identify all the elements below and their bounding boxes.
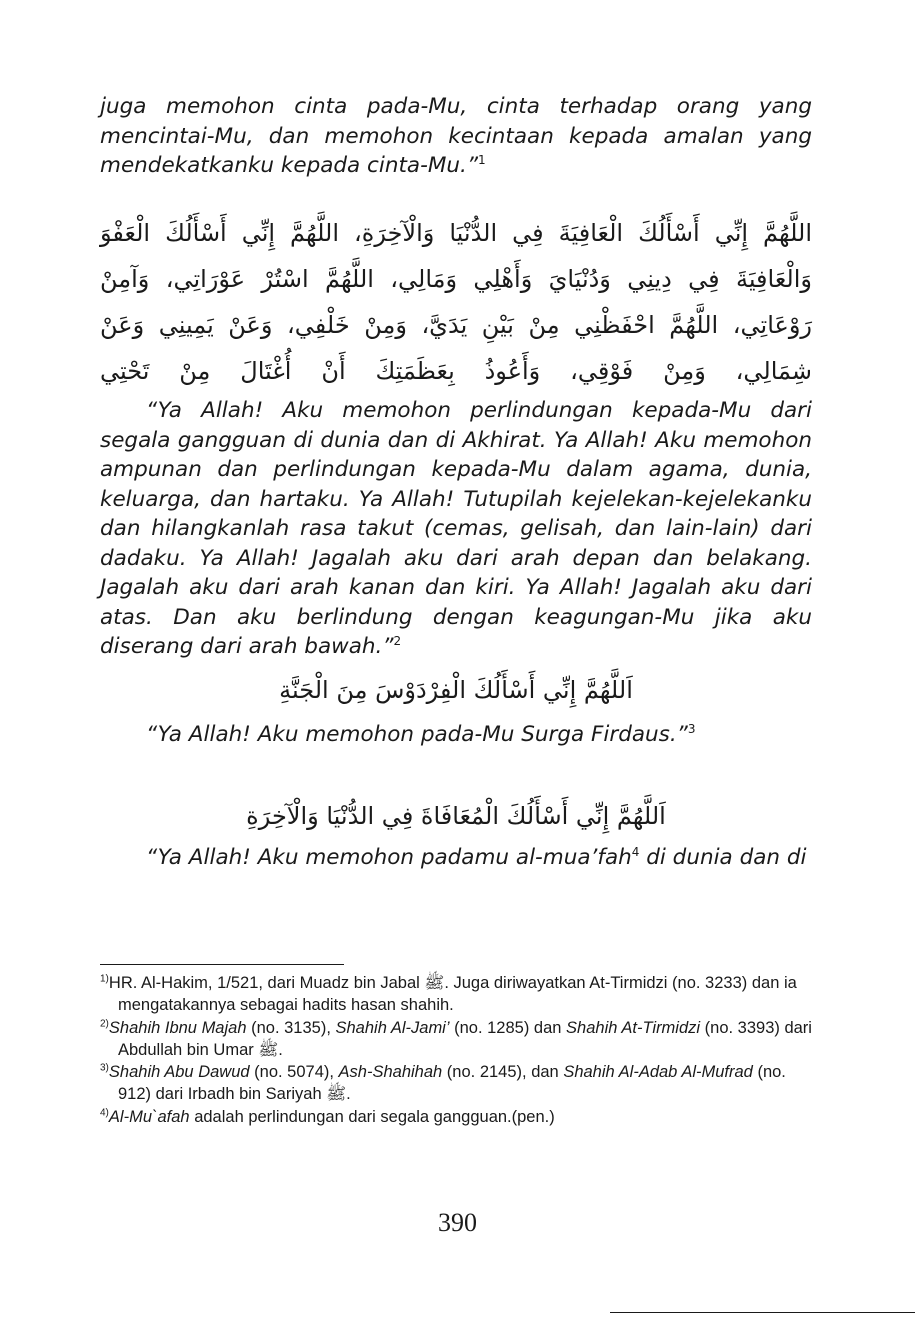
footnote-ref: 4 xyxy=(631,844,640,859)
footnote-text: Shahih At-Tirmidzi xyxy=(566,1018,701,1037)
translation-doa-1 xyxy=(100,396,812,662)
footnote-4 xyxy=(100,1106,812,1128)
footnote-text: . xyxy=(278,1040,283,1059)
translation-doa-2 xyxy=(100,720,812,750)
footnote-3 xyxy=(100,1061,812,1106)
footnote-text: . xyxy=(346,1085,351,1104)
footnote-text: Al-Mu`afah xyxy=(108,1107,190,1126)
intro-text: juga memohon cinta pada-Mu, cinta terhadap orang yang mencintai-Mu, dan memohon kecintaan kepada amalan yang mendekatkanku kepada cinta-Mu.” xyxy=(100,94,812,178)
footnote-text: Shahih Al-Jami’ xyxy=(335,1018,450,1037)
footnote-divider xyxy=(100,964,344,965)
footnote-2 xyxy=(100,1017,812,1062)
footnote-text: (no. 1285) dan xyxy=(449,1018,567,1037)
footnote-text: Shahih Ibnu Majah xyxy=(108,1018,247,1037)
footnote-marker: 2) xyxy=(100,1018,109,1030)
footnote-marker: 4) xyxy=(100,1107,109,1119)
footnote-text: adalah perlindungan dari segala gangguan.(pen.) xyxy=(189,1107,555,1126)
footnote-ref: 1 xyxy=(477,152,486,167)
footnote-text: Ash-Shahihah xyxy=(338,1063,443,1082)
arabic-doa-1: اللَّهُمَّ إِنِّي أَسْأَلُكَ الْعَافِيَةَ فِي الدُّنْيَا وَالْآخِرَةِ، اللَّهُمَّ إِنِّي أَسْأَلُكَ الْعَفْوَ وَالْعَافِيَةَ فِي دِينِي وَدُنْيَايَ وَأَهْلِي وَمَالِي، اللَّهُمَّ اسْتُرْ عَوْرَاتِي، وَآمِنْ رَوْعَاتِي، اللَّهُمَّ احْفَظْنِي مِنْ بَيْنِ يَدَيَّ، وَمِنْ خَلْفِي، وَعَنْ يَمِينِي وَعَنْ شِمَالِي، وَمِنْ فَوْقِي، وَأَعُوذُ بِعَظَمَتِكَ أَنْ أُغْتَالَ مِنْ تَحْتِي xyxy=(100,219,812,385)
footnote-ref: 2 xyxy=(393,633,402,648)
footnote-text: (no. 3135), xyxy=(246,1018,336,1037)
translation-text-continued: di dunia dan di xyxy=(639,845,807,870)
footnote-text: . Juga diriwayatkan At-Tirmidzi (no. 3233) dan ia mengatakannya sebagai hadits hasan shahih. xyxy=(118,974,797,1015)
footnote-text: Shahih Abu Dawud xyxy=(108,1063,250,1082)
footnote-1 xyxy=(100,972,812,1017)
footnote-text: (no. 912) dari Irbadh bin Sariyah xyxy=(118,1063,786,1104)
footnote-text: (no. 5074), xyxy=(249,1063,339,1082)
footnotes-section xyxy=(100,972,812,1128)
footnote-text: ﷺ xyxy=(424,974,445,992)
intro-paragraph xyxy=(100,92,812,181)
footnote-text: HR. Al-Hakim, 1/521, dari Muadz bin Jabal xyxy=(108,974,425,992)
footnote-ref: 3 xyxy=(687,721,696,736)
footnote-text: (no. 2145), dan xyxy=(442,1063,564,1082)
footnote-marker: 3) xyxy=(100,1062,109,1074)
footnote-text: Shahih Al-Adab Al-Mufrad xyxy=(563,1063,753,1082)
footnote-marker: 1) xyxy=(100,973,109,985)
page-number: 390 xyxy=(438,1208,477,1237)
footnote-text: (no. 3393) dari Abdullah bin Umar xyxy=(118,1018,812,1059)
footnote-text: ﷺ xyxy=(258,1040,279,1059)
translation-doa-3 xyxy=(100,843,812,873)
bottom-rule xyxy=(610,1312,915,1313)
translation-text: “Ya Allah! Aku memohon padamu al-mua’fah xyxy=(146,845,632,870)
translation-text: “Ya Allah! Aku memohon pada-Mu Surga Firdaus.” xyxy=(146,722,688,747)
footnote-text: ﷺ xyxy=(326,1085,347,1104)
arabic-doa-2: اَللَّهُمَّ إِنِّي أَسْأَلُكَ الْفِرْدَوْسَ مِنَ الْجَنَّةِ xyxy=(279,676,633,704)
translation-text: “Ya Allah! Aku memohon perlindungan kepada-Mu dari segala gangguan di dunia dan di Akhirat. Ya Allah! Aku memohon ampunan dan perlindungan kepada-Mu dalam agama, dunia, keluarga, dan hartaku. Ya Allah! Tutupilah kejelekan-kejelekanku dan hilangkanlah rasa takut (cemas, gelisah, dan lain-lain) dari dadaku. Ya Allah! Jagalah aku dari arah depan dan belakang. Jagalah aku dari arah kanan dan kiri. Ya Allah! Jagalah aku dari atas. Dan aku berlindung dengan keagungan-Mu jika aku diserang dari arah bawah.” xyxy=(100,398,812,659)
arabic-doa-3: اَللَّهُمَّ إِنِّي أَسْأَلُكَ الْمُعَافَاةَ فِي الدُّنْيَا وَالْآخِرَةِ xyxy=(246,802,666,830)
